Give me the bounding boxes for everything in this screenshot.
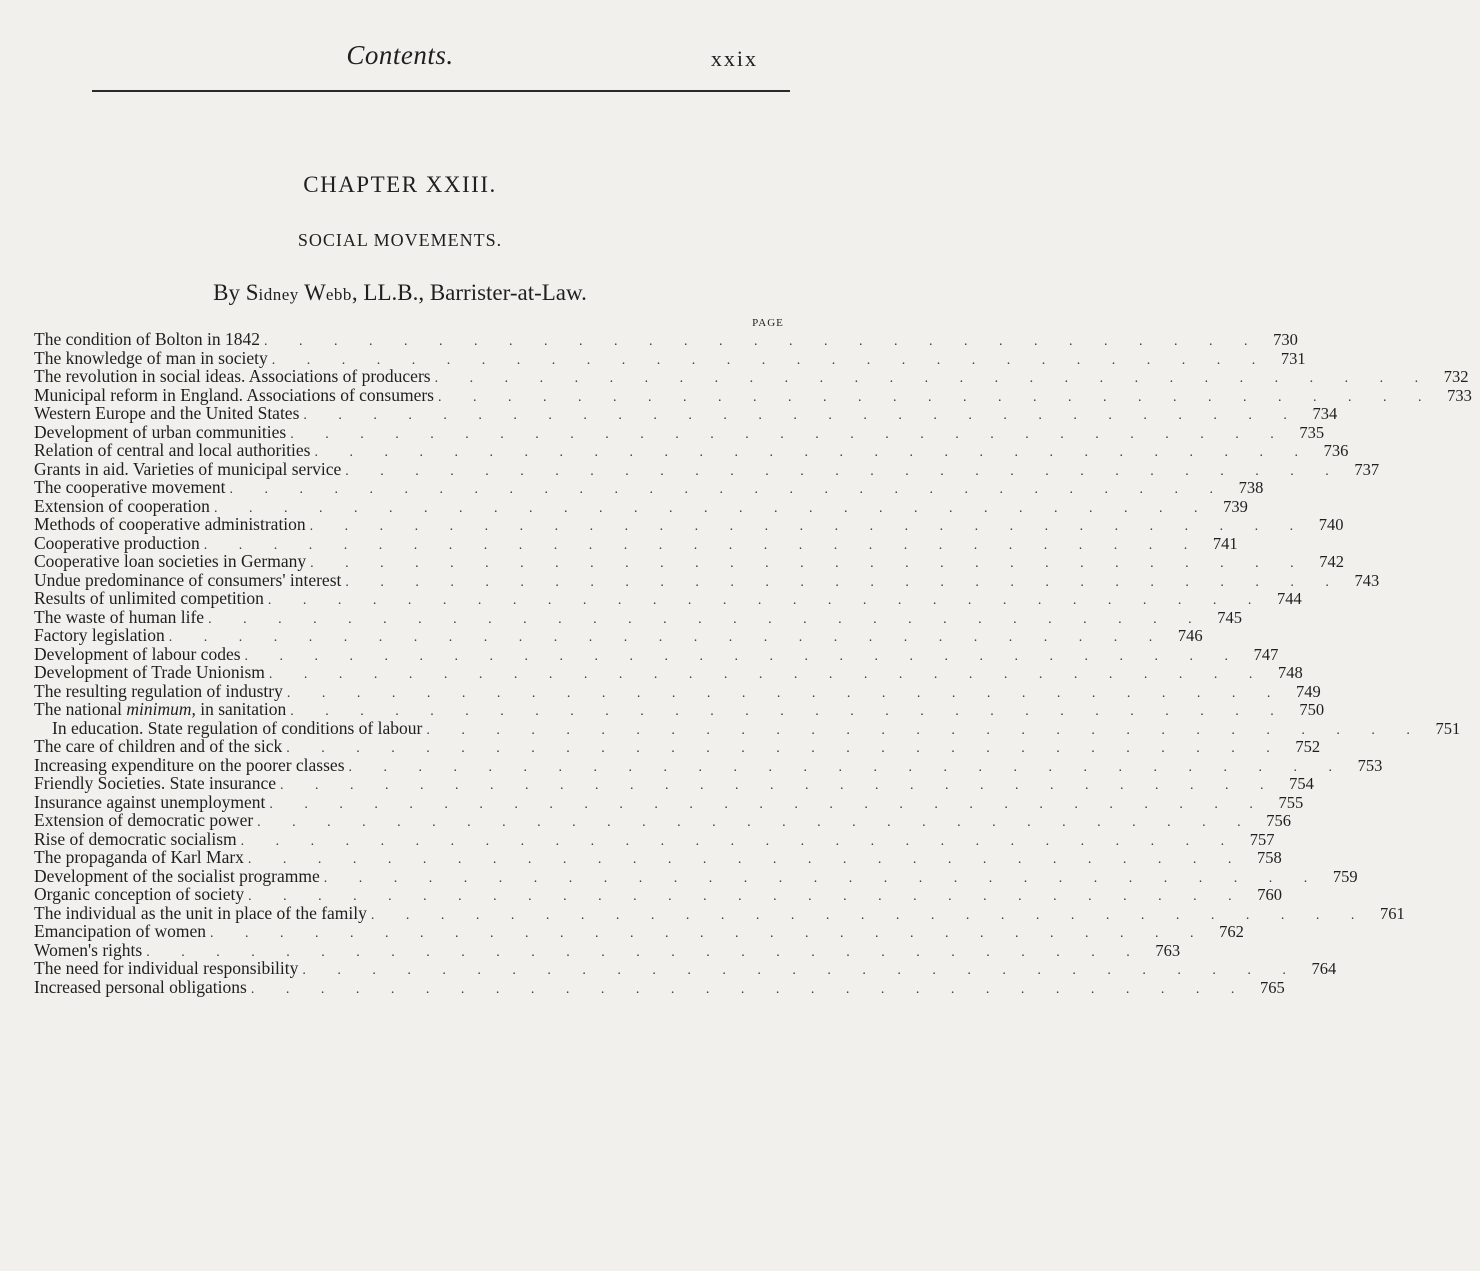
toc-page-number: 735	[1299, 422, 1325, 442]
toc-entry-title: Methods of cooperative administration	[34, 514, 306, 534]
toc-entry	[34, 606, 1242, 627]
dot-leader: . . . . . . . . . . . . . . . . . . . . . . . . . . . . .	[268, 667, 1267, 682]
toc-entry	[34, 625, 1203, 645]
toc-page-number: 730	[1273, 330, 1298, 349]
toc-page-number: 738	[1238, 478, 1264, 497]
toc-entry-title: The resulting regulation of industry	[34, 680, 283, 701]
toc-page-number: 756	[1266, 811, 1292, 830]
author-credentials: , LL.B., Barrister-at-Law.	[351, 280, 587, 305]
toc-entry-title: Emancipation of women	[34, 921, 207, 941]
dot-leader: . . . . . . . . . . . . . . . . . . . . . . . . . . . . .	[210, 926, 1208, 941]
toc-entry-title: Friendly Societies. State insurance	[34, 773, 277, 793]
toc-page-number: 749	[1295, 681, 1321, 701]
toc-page-number: 752	[1295, 737, 1321, 756]
toc-entry-title-part: in sanitation	[195, 699, 287, 719]
toc-page-number: 732	[1443, 367, 1469, 386]
toc-entry	[34, 569, 1380, 590]
toc-entry-title: In education. State regulation of conditions of labour	[52, 717, 423, 738]
page-folio: xxix	[710, 46, 758, 71]
toc-entry-title: Undue predominance of consumers' interest	[34, 569, 342, 590]
toc-page-number: 733	[1447, 385, 1472, 405]
toc-entry	[34, 976, 1285, 997]
dot-leader: . . . . . . . . . . . . . . . . . . . . . . . . . . . . .	[240, 833, 1239, 849]
toc-page-number: 751	[1435, 718, 1461, 738]
running-title: Contents.	[346, 40, 454, 70]
toc-entry	[34, 403, 1338, 423]
dot-leader: . . . . . . . . . . . . . . . . . . . . . . . . . . . . .	[290, 704, 1288, 719]
dot-leader: . . . . . . . . . . . . . . . . . . . . . . . . . . . . .	[310, 556, 1308, 571]
toc-entry	[34, 329, 1298, 349]
dot-leader: . . . . . . . . . . . . . . . . . . . . . . . . . . . . .	[264, 334, 1262, 349]
toc-entry	[34, 495, 1248, 516]
toc-entry-title: Factory legislation	[34, 625, 165, 645]
toc-entry	[34, 514, 1344, 534]
header-rule	[92, 90, 790, 92]
dot-leader: . . . . . . . . . . . . . . . . . . . . . . . . . . . . .	[345, 463, 1343, 479]
author-byline	[0, 280, 800, 306]
toc-entry	[34, 865, 1358, 886]
toc-entry-title: Municipal reform in England. Associations of consumers	[34, 384, 434, 405]
toc-entry-title: Relation of central and local authorities	[34, 440, 311, 460]
toc-page-number: 746	[1177, 626, 1203, 645]
toc-entry-title: Western Europe and the United States	[34, 403, 300, 423]
toc-page-number: 760	[1257, 885, 1282, 904]
toc-entry-title: The knowledge of man in society	[34, 347, 268, 368]
toc-entry-title: Development of urban communities	[34, 421, 287, 442]
toc-page-number: 758	[1257, 848, 1282, 867]
dot-leader: . . . . . . . . . . . . . . . . . . . . . . . . . . . . .	[267, 593, 1266, 608]
contents-list	[34, 329, 1472, 997]
toc-entry-title: Grants in aid. Varieties of municipal service	[34, 458, 342, 479]
toc-page-number: 734	[1312, 404, 1338, 423]
toc-page-number: 747	[1253, 644, 1279, 664]
toc-entry	[34, 884, 1282, 904]
dot-leader: . . . . . . . . . . . . . . . . . . . . . . . . . . . . .	[168, 630, 1167, 645]
dot-leader: . . . . . . . . . . . . . . . . . . . . . . . . . . . . .	[269, 796, 1267, 812]
toc-page-number: 736	[1323, 441, 1349, 460]
toc-page-number: 748	[1278, 663, 1303, 682]
dot-leader: . . . . . . . . . . . . . . . . . . . . . . . . . . . . .	[426, 722, 1424, 738]
toc-entry	[34, 717, 1461, 738]
dot-leader: . . . . . . . . . . . . . . . . . . . . . . . . . . . . .	[280, 778, 1278, 793]
toc-page-number: 743	[1354, 570, 1380, 590]
toc-entry-title: The cooperative movement	[34, 477, 226, 497]
author-first-initial: S	[245, 280, 259, 305]
toc-entry	[34, 551, 1345, 571]
dot-leader: . . . . . . . . . . . . . . . . . . . . . . . . . . . . .	[286, 685, 1285, 701]
toc-entry	[34, 477, 1264, 497]
toc-page-number: 761	[1380, 903, 1405, 923]
toc-page-number: 764	[1311, 959, 1337, 978]
toc-entry-title: Increasing expenditure on the poorer classes	[34, 754, 345, 775]
toc-entry-title: Development of labour codes	[34, 643, 241, 664]
toc-entry-title: Cooperative loan societies in Germany	[34, 551, 307, 571]
dot-leader: . . . . . . . . . . . . . . . . . . . . . . . . . . . . .	[438, 389, 1436, 405]
toc-page-number: 762	[1219, 922, 1244, 941]
dot-leader: . . . . . . . . . . . . . . . . . . . . . . . . . . . . .	[271, 352, 1270, 368]
toc-entry	[34, 939, 1181, 960]
toc-page-number: 754	[1289, 774, 1314, 793]
toc-page-number: 763	[1155, 940, 1181, 960]
dot-leader: . . . . . . . . . . . . . . . . . . . . . . . . . . . . .	[247, 852, 1246, 867]
author-last-initial: W	[304, 280, 326, 305]
toc-entry-title-part: The national	[34, 699, 127, 719]
toc-page-number: 731	[1280, 348, 1306, 368]
toc-entry-title: Extension of democratic power	[34, 810, 254, 830]
chapter-heading: CHAPTER XXIII.	[303, 172, 497, 197]
dot-leader: . . . . . . . . . . . . . . . . . . . . . . . . . . . . .	[303, 408, 1301, 423]
dot-leader: . . . . . . . . . . . . . . . . . . . . . . . . . . . . .	[434, 371, 1433, 386]
toc-entry-title: The need for individual responsibility	[34, 958, 299, 978]
toc-entry	[34, 440, 1349, 460]
toc-entry	[34, 384, 1472, 405]
toc-entry	[34, 791, 1304, 812]
dot-leader: . . . . . . . . . . . . . . . . . . . . . . . . . . . . .	[146, 944, 1144, 960]
toc-entry-title: Results of unlimited competition	[34, 588, 264, 608]
toc-page-number: 757	[1249, 829, 1275, 849]
toc-page-number: 765	[1259, 977, 1285, 997]
page-column-heading: PAGE	[752, 317, 784, 329]
dot-leader: . . . . . . . . . . . . . . . . . . . . . . . . . . . . .	[345, 574, 1343, 590]
toc-page-number: 755	[1278, 792, 1304, 812]
toc-entry-title: Cooperative production	[34, 532, 200, 553]
dot-leader: . . . . . . . . . . . . . . . . . . . . . . . . . . . . .	[213, 500, 1212, 516]
toc-entry	[34, 902, 1405, 923]
toc-entry	[34, 847, 1282, 867]
toc-page-number: 740	[1318, 515, 1344, 534]
toc-entry	[34, 588, 1302, 608]
dot-leader: . . . . . . . . . . . . . . . . . . . . . . . . . . . . .	[244, 648, 1243, 664]
author-first-rest: idney	[258, 285, 299, 304]
dot-leader: . . . . . . . . . . . . . . . . . . . . . . . . . . . . .	[314, 445, 1312, 460]
toc-page-number: 741	[1212, 533, 1238, 553]
toc-entry-title-italic: minimum,	[126, 699, 196, 719]
toc-page-number: 759	[1332, 866, 1358, 886]
toc-entry	[34, 680, 1321, 701]
toc-entry-title: The individual as the unit in place of the family	[34, 902, 367, 923]
dot-leader: . . . . . . . . . . . . . . . . . . . . . . . . . . . . .	[302, 963, 1300, 978]
dot-leader: . . . . . . . . . . . . . . . . . . . . . . . . . . . . .	[257, 815, 1255, 830]
toc-page-number: 750	[1299, 700, 1325, 719]
dot-leader: . . . . . . . . . . . . . . . . . . . . . . . . . . . . .	[250, 981, 1249, 997]
toc-entry	[34, 754, 1383, 775]
toc-entry-title: Rise of democratic socialism	[34, 828, 237, 849]
toc-entry	[34, 347, 1306, 368]
toc-entry	[34, 773, 1314, 793]
toc-entry-title: Development of Trade Unionism	[34, 662, 265, 682]
toc-entry-title: Insurance against unemployment	[34, 791, 266, 812]
dot-leader: . . . . . . . . . . . . . . . . . . . . . . . . . . . . .	[348, 759, 1347, 775]
toc-entry-title: Development of the socialist programme	[34, 865, 320, 886]
dot-leader: . . . . . . . . . . . . . . . . . . . . . . . . . . . . .	[309, 519, 1308, 534]
toc-entry	[34, 921, 1244, 941]
running-head	[0, 40, 800, 80]
toc-page-number: 744	[1277, 589, 1302, 608]
toc-entry-title	[34, 700, 286, 719]
toc-page-number: 753	[1357, 755, 1383, 775]
dot-leader: . . . . . . . . . . . . . . . . . . . . . . . . . . . . .	[290, 426, 1288, 442]
toc-entry	[34, 810, 1292, 830]
author-last-rest: ebb	[325, 285, 352, 304]
toc-entry	[34, 366, 1469, 386]
toc-entry-title: Women's rights	[34, 939, 143, 960]
toc-entry	[34, 532, 1238, 553]
dot-leader: . . . . . . . . . . . . . . . . . . . . . . . . . . . . .	[248, 889, 1246, 904]
toc-entry-title: The propaganda of Karl Marx	[34, 847, 244, 867]
dot-leader: . . . . . . . . . . . . . . . . . . . . . . . . . . . . .	[208, 611, 1206, 627]
toc-entry	[34, 643, 1279, 664]
dot-leader: . . . . . . . . . . . . . . . . . . . . . . . . . . . . .	[370, 907, 1369, 923]
toc-page-number: 737	[1354, 459, 1380, 479]
toc-entry-title: Organic conception of society	[34, 884, 245, 904]
toc-page-number: 745	[1217, 607, 1242, 627]
byline-prefix: By	[213, 280, 240, 305]
toc-entry-title: Increased personal obligations	[34, 976, 247, 997]
dot-leader: . . . . . . . . . . . . . . . . . . . . . . . . . . . . .	[203, 537, 1202, 553]
toc-entry	[34, 958, 1337, 978]
toc-page-number: 739	[1223, 496, 1248, 516]
toc-entry	[34, 699, 1325, 719]
dot-leader: . . . . . . . . . . . . . . . . . . . . . . . . . . . . .	[229, 482, 1227, 497]
toc-entry	[34, 421, 1325, 442]
toc-page-number: 742	[1319, 552, 1345, 571]
toc-entry-title: The revolution in social ideas. Associations of producers	[34, 366, 431, 386]
chapter-subject: SOCIAL MOVEMENTS.	[297, 230, 503, 250]
toc-entry-title: The waste of human life	[34, 606, 205, 627]
toc-entry-title: The condition of Bolton in 1842	[34, 329, 261, 349]
dot-leader: . . . . . . . . . . . . . . . . . . . . . . . . . . . . .	[286, 741, 1284, 756]
toc-entry	[34, 458, 1380, 479]
dot-leader: . . . . . . . . . . . . . . . . . . . . . . . . . . . . .	[323, 870, 1322, 886]
toc-entry-title: The care of children and of the sick	[34, 736, 283, 756]
toc-entry	[34, 662, 1303, 682]
toc-entry	[34, 736, 1321, 756]
toc-entry	[34, 828, 1275, 849]
toc-entry-title: Extension of cooperation	[34, 495, 210, 516]
